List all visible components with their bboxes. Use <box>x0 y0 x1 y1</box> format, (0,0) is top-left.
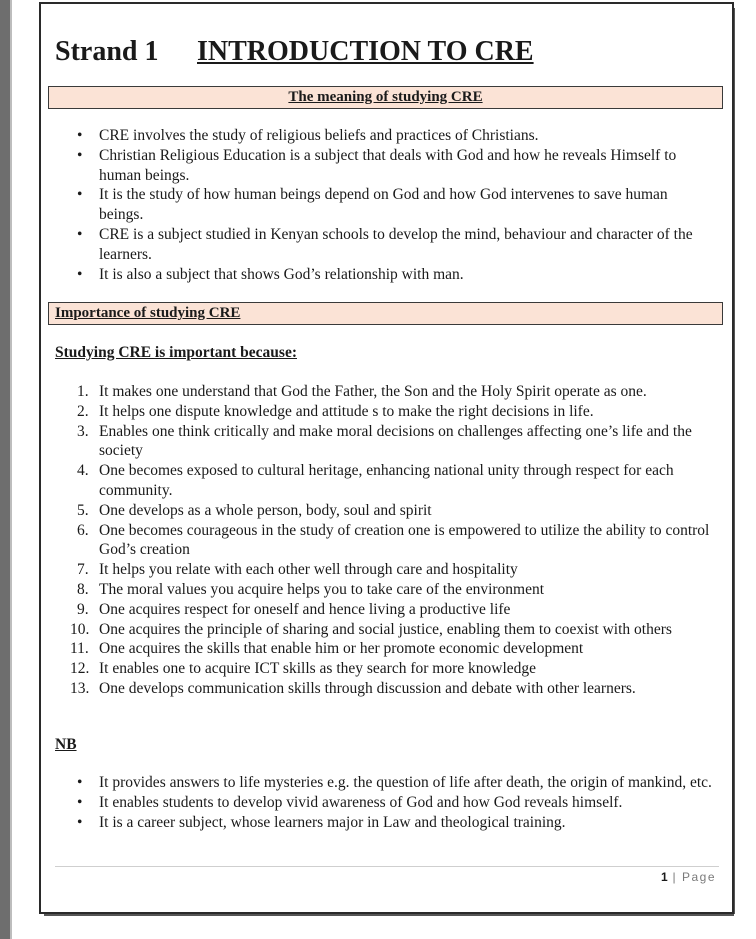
item-number: 7. <box>77 561 89 579</box>
item-number: 9. <box>77 600 89 618</box>
page-number: 1 <box>660 870 668 884</box>
list-item: • It is the study of how human beings depend on God and how God intervenes to save human beings. <box>55 185 715 225</box>
item-number: 1. <box>77 383 89 400</box>
page-footer <box>661 870 716 884</box>
list-item <box>55 402 715 422</box>
page-label: Page <box>681 870 716 884</box>
item-text: One acquires the principle of sharing and social justice, enabling them to coexist with others <box>99 620 672 638</box>
list-item: • It provides answers to life mysteries e.g. the question of life after death, the origin of mankind, etc. <box>55 773 715 793</box>
list-item <box>55 620 715 640</box>
window-left-edge-highlight <box>10 0 12 939</box>
footer-separator: | <box>672 870 678 884</box>
item-text: The moral values you acquire helps you to take care of the environment <box>99 580 545 598</box>
item-text: One acquires the skills that enable him or her promote economic development <box>99 640 584 658</box>
item-text: One develops communication skills through discussion and debate with other learners. <box>99 679 636 697</box>
list-item: • It enables students to develop vivid awareness of God and how God reveals himself. <box>55 793 715 813</box>
item-number: 2. <box>77 402 89 420</box>
list-item: • It is also a subject that shows God’s relationship with man. <box>55 265 715 285</box>
item-number: 6. <box>77 521 89 539</box>
window-left-edge <box>0 0 10 939</box>
item-number: 3. <box>77 422 89 440</box>
meaning-bullet-list <box>55 126 715 284</box>
list-item <box>55 560 715 580</box>
list-item: • CRE is a subject studied in Kenyan schools to develop the mind, behaviour and character of the learners. <box>55 225 715 265</box>
list-item <box>55 461 715 501</box>
list-item: • Christian Religious Education is a subject that deals with God and how he reveals Himself to human beings. <box>55 146 715 186</box>
item-text: It helps you relate with each other well through care and hospitality <box>99 561 518 579</box>
item-number: 10. <box>70 620 90 638</box>
item-number: 5. <box>77 501 89 519</box>
nb-heading: NB <box>55 736 77 753</box>
importance-subheading: Studying CRE is important because: <box>55 344 297 361</box>
list-item <box>55 639 715 659</box>
item-text: Enables one think critically and make moral decisions on challenges affecting one’s life and the society <box>99 422 692 460</box>
section-heading-importance: Importance of studying CRE <box>48 302 723 325</box>
list-item <box>55 600 715 620</box>
document-page <box>39 2 734 914</box>
strand-label: Strand 1 <box>55 36 159 67</box>
list-item: • It is a career subject, whose learners major in Law and theological training. <box>55 813 715 833</box>
list-item: • CRE involves the study of religious beliefs and practices of Christians. <box>55 126 715 146</box>
item-text: One acquires respect for oneself and hence living a productive life <box>99 600 511 618</box>
item-text: One becomes courageous in the study of creation one is empowered to utilize the ability to control God’s creation <box>99 521 710 559</box>
item-number: 11. <box>70 640 89 658</box>
item-text: It makes one understand that God the Father, the Son and the Holy Spirit operate as one. <box>99 383 647 400</box>
list-item <box>55 382 715 402</box>
item-text: One develops as a whole person, body, soul and spirit <box>99 501 432 519</box>
list-item <box>55 501 715 521</box>
nb-bullet-list <box>55 773 715 832</box>
list-item <box>55 521 715 561</box>
list-item <box>55 580 715 600</box>
footer-divider <box>55 866 719 867</box>
item-number: 13. <box>70 679 90 697</box>
list-item <box>55 679 715 699</box>
page-title: INTRODUCTION TO CRE <box>197 36 534 67</box>
list-item <box>55 659 715 679</box>
item-number: 8. <box>77 580 89 598</box>
item-text: It helps one dispute knowledge and attitude s to make the right decisions in life. <box>99 402 594 420</box>
list-item <box>55 422 715 462</box>
item-number: 4. <box>77 462 89 480</box>
importance-numbered-list <box>55 382 715 699</box>
section-heading-meaning: The meaning of studying CRE <box>48 86 723 109</box>
item-number: 12. <box>70 660 90 678</box>
item-text: It enables one to acquire ICT skills as they search for more knowledge <box>99 660 537 678</box>
item-text: One becomes exposed to cultural heritage, enhancing national unity through respect for each community. <box>99 462 674 499</box>
